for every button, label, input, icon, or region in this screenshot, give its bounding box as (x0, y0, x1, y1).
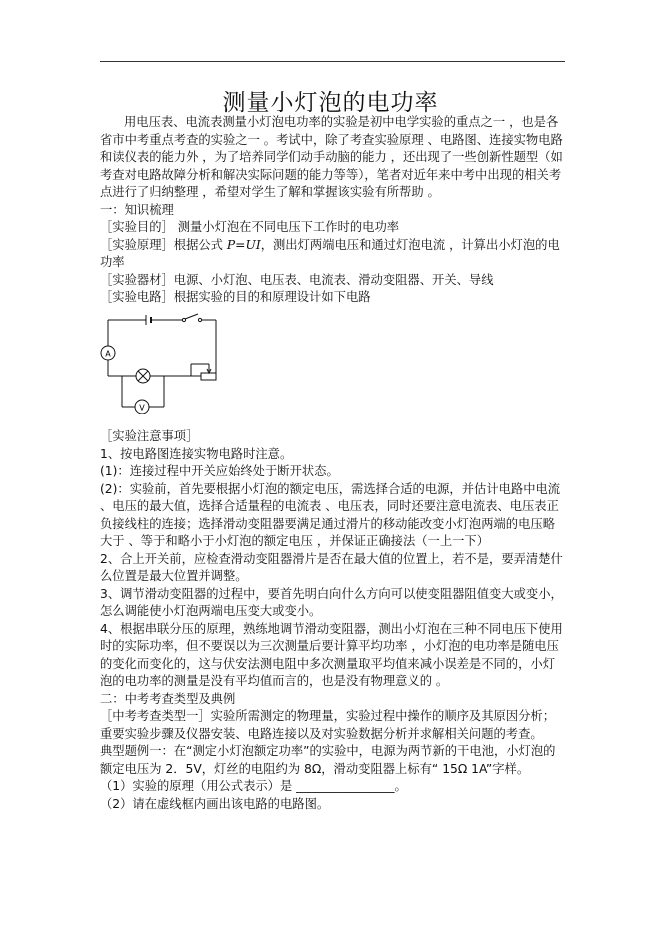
ammeter-label: A (105, 349, 111, 359)
experiment-equipment: ［实验器材］电源、小灯泡、电压表、电流表、滑动变阻器、开关、导线 (100, 272, 494, 287)
section-heading-exam: 二：中考考查类型及典例 (100, 691, 236, 706)
question-one: （1）实验的原理（用公式表示）是 ________________。 (100, 779, 407, 793)
note-item: 1、按电路图连接实物电路时注意。 (100, 446, 293, 461)
note-item: (2)：实验前，首先要根据小灯泡的额定电压，需选择合适的电源，并估计电路中电流 、电压的最大值，选择合适量程的电流表 、电压表，同时还要注意电流表、电压表正负接线柱的连接；选择滑动变阻器要满足通过滑片的移动能改变小灯泡两端的电压略大于 、等于和略小于小灯泡的额定电压 ，并保证正确接法（一上一下） (100, 481, 561, 548)
rheostat-symbol (201, 373, 216, 380)
principle-formula: P=UI (226, 237, 261, 252)
switch-contact-right (198, 318, 201, 321)
question-two: （2）请在虚线框内画出该电路的电路图。 (100, 796, 330, 811)
section-heading-knowledge: 一：知识梳理 (100, 202, 174, 217)
note-item: (1)：连接过程中开关应始终处于断开状态。 (100, 464, 339, 478)
notes-heading: ［实验注意事项］ (100, 429, 199, 443)
switch-blade (185, 314, 198, 319)
experiment-purpose: ［实验目的］ 测量小灯泡在不同电压下工作时的电功率 (100, 220, 400, 234)
document-top (100, 114, 565, 307)
circuit-diagram (100, 312, 230, 414)
header-rule (100, 61, 565, 62)
note-item: 3、调节滑动变阻器的过程中，要首先明白向什么方向可以使变阻器阻值变大或变小，怎么调能使小灯泡两端电压变大或变小。 (100, 586, 563, 618)
principle-text-pre: ［实验原理］根据公式 (100, 237, 227, 252)
page-title: 测量小灯泡的电功率 (222, 90, 439, 116)
note-item: 2、合上开关前，应检查滑动变阻器滑片是否在最大值的位置上，若不是，要弄清楚什么位置是最大位置并调整。 (100, 551, 563, 583)
exam-type-one: ［中考考查类型一］实验所需测定的物理量，实验过程中操作的顺序及其原因分析；重要实验步骤及仪器安装、电路连接以及对实验数据分析并求解相关问题的考查。 (100, 709, 555, 741)
example-one: 典型题例一：在“测定小灯泡额定功率”的实验中，电源为两节新的干电池，小灯泡的额定电压为 2．5V，灯丝的电阻约为 8Ω，滑动变阻器上标有“ 15Ω 1A”字样。 (100, 744, 556, 776)
intro-paragraph: 用电压表、电流表测量小灯泡电功率的实验是初中电学实验的重点之一 ，也是各省市中考重点考查的实验之一 。考试中，除了考查实验原理 、电路图、连接实物电路和读仪表的能力外 ，为了培养同学们动手动脑的能力 ，还出现了一些创新性题型（如考查对电路故障分析和解决实际问题的能力等等），笔者对近年来中考中出现的相关考点进行了归纳整理 ，希望对学生了解和掌握该实验有所帮助 。 (100, 115, 563, 199)
document-bottom (100, 428, 565, 813)
experiment-principle (100, 237, 565, 272)
note-item: 4、根据串联分压的原理，熟练地调节滑动变阻器，测出小灯泡在三种不同电压下使用时的实际功率，但不要误以为三次测量后要计算平均功率 ，小灯泡的电功率是随电压的变化而变化的，这与伏安法测电阻中多次测量取平均值来减小误差是不同的，小灯泡的电功率的测量是没有平均值而言的，也是没有物理意义的 。 (100, 621, 563, 688)
principle-text-post: ，测出灯两端电压和通过灯泡电流 ，计算出小灯泡的电功率 (100, 237, 560, 269)
voltmeter-label: V (139, 403, 145, 413)
circuit-heading: ［实验电路］根据实验的目的和原理设计如下电路 (100, 290, 371, 304)
